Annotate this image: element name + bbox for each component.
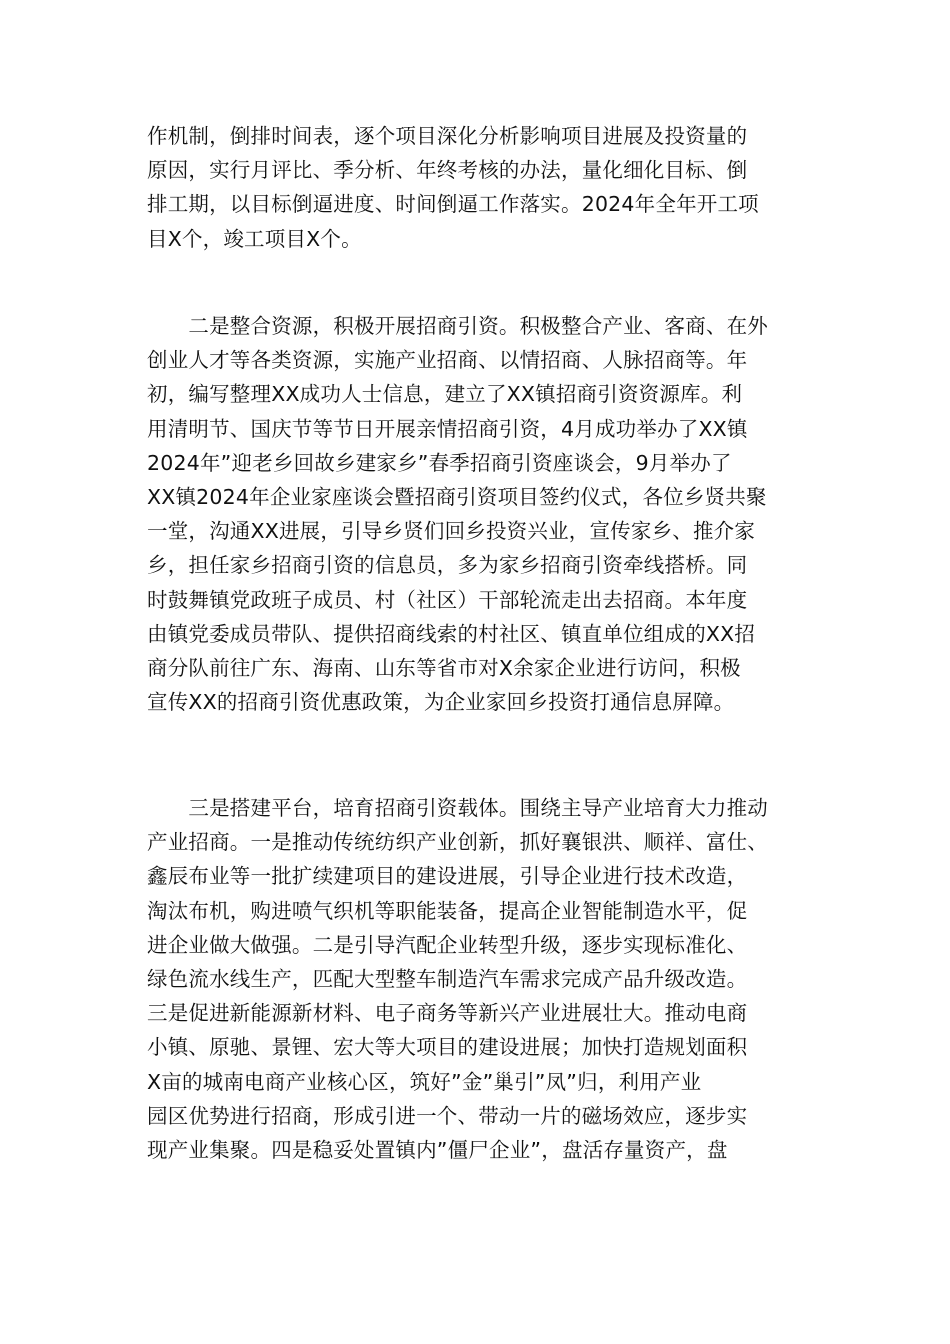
paragraph-integrate-resources <box>147 309 827 719</box>
text-line: 用清明节、国庆节等节日开展亲情招商引资，4月成功举办了XX镇 <box>147 416 748 441</box>
paragraph-work-mechanism <box>147 119 827 256</box>
text-line: 园区优势进行招商，形成引进一个、带动一片的磁场效应，逐步实 <box>147 1103 748 1128</box>
text-line: XX镇2024年企业家座谈会暨招商引资项目签约仪式，各位乡贤共聚 <box>147 484 767 509</box>
text-line: 乡，担任家乡招商引资的信息员，多为家乡招商引资牵线搭桥。同 <box>147 553 748 578</box>
text-line: 现产业集聚。四是稳妥处置镇内”僵尸企业”，盘活存量资产，盘 <box>147 1137 728 1162</box>
text-line: 原因，实行月评比、季分析、年终考核的办法，量化细化目标、倒 <box>147 158 748 183</box>
text-line: 宣传XX的招商引资优惠政策，为企业家回乡投资打通信息屏障。 <box>147 690 735 715</box>
text-line: 作机制，倒排时间表，逐个项目深化分析影响项目进展及投资量的 <box>147 124 748 148</box>
text-line: 进企业做大做强。二是引导汽配企业转型升级，逐步实现标准化、 <box>147 932 748 957</box>
text-line: 淘汰布机，购进喷气织机等职能装备，提高企业智能制造水平，促 <box>147 898 748 923</box>
text-line: 绿色流水线生产，匹配大型整车制造汽车需求完成产品升级改造。 <box>147 966 748 991</box>
text-line: 排工期，以目标倒逼进度、时间倒逼工作落实。2024年全年开工项 <box>147 192 759 217</box>
text-line: 创业人才等各类资源，实施产业招商、以情招商、人脉招商等。年 <box>147 348 748 373</box>
text-line: 时鼓舞镇党政班子成员、村（社区）干部轮流走出去招商。本年度 <box>147 587 748 612</box>
text-line: 由镇党委成员带队、提供招商线索的村社区、镇直单位组成的XX招 <box>147 621 756 646</box>
text-line: 目X个，竣工项目X个。 <box>147 226 362 251</box>
text-line: 产业招商。一是推动传统纺织产业创新，抓好襄银洪、顺祥、富仕、 <box>147 830 768 855</box>
paragraph-build-platform <box>147 791 827 1167</box>
text-line: 一堂，沟通XX进展，引导乡贤们回乡投资兴业，宣传家乡、推介家 <box>147 519 756 544</box>
text-line: 三是促进新能源新材料、电子商务等新兴产业进展壮大。推动电商 <box>147 1001 748 1026</box>
text-line: 鑫辰布业等一批扩续建项目的建设进展，引导企业进行技术改造， <box>147 864 748 889</box>
text-line: X亩的城南电商产业核心区，筑好”金”巢引”凤”归，利用产业 <box>147 1069 702 1094</box>
text-line: 2024年”迎老乡回故乡建家乡”春季招商引资座谈会，9月举办了 <box>147 450 732 475</box>
text-line: 二是整合资源，积极开展招商引资。积极整合产业、客商、在外 <box>147 314 768 338</box>
text-line: 商分队前往广东、海南、山东等省市对X余家企业进行访问，积极 <box>147 655 741 680</box>
text-line: 初，编写整理XX成功人士信息，建立了XX镇招商引资资源库。利 <box>147 382 743 407</box>
text-line: 三是搭建平台，培育招商引资载体。围绕主导产业培育大力推动 <box>147 796 768 820</box>
text-line: 小镇、原驰、景锂、宏大等大项目的建设进展；加快打造规划面积 <box>147 1035 748 1060</box>
